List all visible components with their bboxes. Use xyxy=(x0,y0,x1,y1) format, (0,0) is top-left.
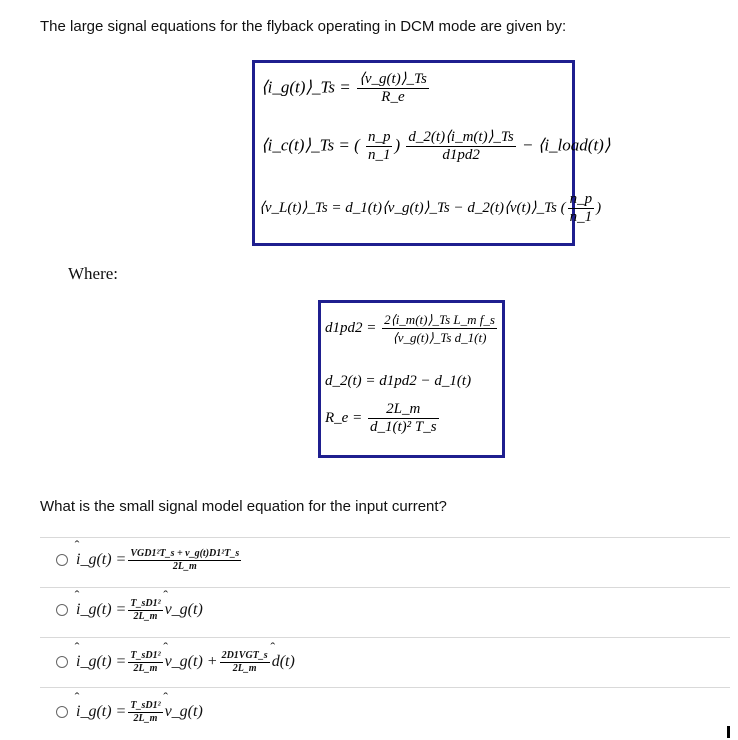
answer-option-2-tail: ̂ v_g(t) xyxy=(165,601,203,619)
where-label: Where: xyxy=(68,264,119,283)
answer-option-3-tail-2: ̂ d(t) xyxy=(272,653,295,671)
equation-ig: ⟨i_g(t)⟩_Ts = $\frac{⟨v\_g(t)⟩\_Ts}{R\_e}$ xyxy=(261,71,427,105)
divider xyxy=(40,537,730,538)
divider xyxy=(40,637,730,638)
equation-vl-text: ⟨v_L(t)⟩_Ts = d_1(t)⟨v_g(t)⟩_Ts − d_2(t)⟨v(t)⟩_Ts xyxy=(259,199,557,216)
answer-option-3-fraction-2 xyxy=(220,650,270,675)
answer-option-2-denominator: 2L_m xyxy=(133,610,158,622)
answer-option-3-numerator: T_sD1² xyxy=(130,649,161,661)
equation-ic-fraction xyxy=(406,129,515,164)
equation-d2: d_2(t) = d1pd2 − d_1(t) xyxy=(325,373,472,389)
answer-option-3-fraction xyxy=(128,650,162,675)
answer-option-1-fraction xyxy=(128,548,241,573)
answer-option-1-numerator: VGD1²T_s + v_g(t)D1²T_s xyxy=(130,547,240,559)
equation-re-fraction xyxy=(368,401,439,436)
divider xyxy=(40,587,730,588)
answer-option-3-lhs: ̂ i_g(t) = xyxy=(76,653,126,671)
answer-option-3[interactable] xyxy=(56,642,295,682)
divider xyxy=(40,687,730,688)
answer-option-2-numerator: T_sD1² xyxy=(130,597,161,609)
answer-option-3-tail: ̂ v_g(t) + xyxy=(165,653,218,671)
equation-re xyxy=(325,401,441,436)
equation-d1pd2 xyxy=(325,311,499,346)
answer-option-4-tail: ̂ v_g(t) xyxy=(165,703,203,721)
equation-ic: ⟨i_c(t)⟩_Ts = ( $\frac{n\_p}{n\_1}$ ) $\frac{d\_2(t)⟨i\_m(t)⟩\_Ts}{d1pd2}$ − ⟨i_load(t)⟩ xyxy=(261,129,611,163)
answer-option-2-lhs: ̂ i_g(t) = xyxy=(76,601,126,619)
answer-option-2-fraction xyxy=(128,598,162,623)
answer-option-1-lhs: ̂ i_g(t) = xyxy=(76,551,126,569)
answer-option-4-lhs: ̂ i_g(t) = xyxy=(76,703,126,721)
answer-option-1-math xyxy=(76,548,243,573)
answer-option-4-numerator: T_sD1² xyxy=(130,699,161,711)
equation-ig-fraction xyxy=(357,71,429,106)
definitions-box xyxy=(318,300,505,458)
answer-option-4[interactable] xyxy=(56,692,203,732)
equation-d1pd2-lhs: d1pd2 = xyxy=(325,319,377,336)
intro-text: The large signal equations for the flyback operating in DCM mode are given by: xyxy=(40,18,567,35)
answer-option-4-fraction xyxy=(128,700,162,725)
equation-ig-denominator: R_e xyxy=(381,89,405,105)
answer-option-1-denominator: 2L_m xyxy=(172,560,197,572)
equation-re-lhs: R_e = xyxy=(325,409,363,426)
equation-d1pd2-denominator: ⟨v_g(t)⟩_Ts d_1(t) xyxy=(392,330,487,345)
answer-option-3-denominator-2: 2L_m xyxy=(232,662,257,674)
answer-option-2[interactable] xyxy=(56,590,203,630)
equation-ic-n1: n_1 xyxy=(367,147,391,163)
equation-ic-turns-ratio xyxy=(366,129,393,164)
radio-button[interactable] xyxy=(56,656,68,668)
text-cursor xyxy=(727,726,730,738)
equation-ig-lhs: ⟨i_g(t)⟩_Ts xyxy=(261,77,336,97)
answer-option-3-numerator-2: 2D1VGT_s xyxy=(221,649,268,661)
question-text: What is the small signal model equation for the input current? xyxy=(40,498,447,515)
answer-option-4-math xyxy=(76,700,203,725)
answer-option-3-denominator: 2L_m xyxy=(133,662,158,674)
large-signal-equations-box xyxy=(252,60,611,246)
equation-ic-numerator: d_2(t)⟨i_m(t)⟩_Ts xyxy=(408,129,514,145)
equation-d1pd2-fraction xyxy=(382,311,497,346)
equation-d1pd2-numerator: 2⟨i_m(t)⟩_Ts L_m f_s xyxy=(384,312,495,327)
equation-re-numerator: 2L_m xyxy=(368,401,439,419)
equation-ic-lhs: ⟨i_c(t)⟩_Ts xyxy=(261,135,335,155)
answer-option-2-math xyxy=(76,598,203,623)
equation-vl-np: n_p xyxy=(569,191,593,207)
equation-vl-n1: n_1 xyxy=(569,209,593,225)
equation-ic-np: n_p xyxy=(367,129,391,145)
radio-button[interactable] xyxy=(56,604,68,616)
equation-vl-turns-ratio xyxy=(568,191,595,226)
radio-button[interactable] xyxy=(56,706,68,718)
equation-ic-tail: − ⟨i_load(t)⟩ xyxy=(521,135,611,155)
equation-vl: ⟨v_L(t)⟩_Ts = d_1(t)⟨v_g(t)⟩_Ts − d_2(t)⟨v(t)⟩_Ts ( $\frac{n\_p}{n\_1}$ ) xyxy=(259,191,602,225)
equation-ic-denominator: d1pd2 xyxy=(442,147,480,163)
answer-option-4-denominator: 2L_m xyxy=(133,712,158,724)
answer-option-1[interactable] xyxy=(56,540,243,580)
radio-button[interactable] xyxy=(56,554,68,566)
equation-ig-numerator: ⟨v_g(t)⟩_Ts xyxy=(359,71,427,87)
equation-re-denominator: d_1(t)² T_s xyxy=(369,419,437,435)
answer-option-3-math xyxy=(76,650,295,675)
